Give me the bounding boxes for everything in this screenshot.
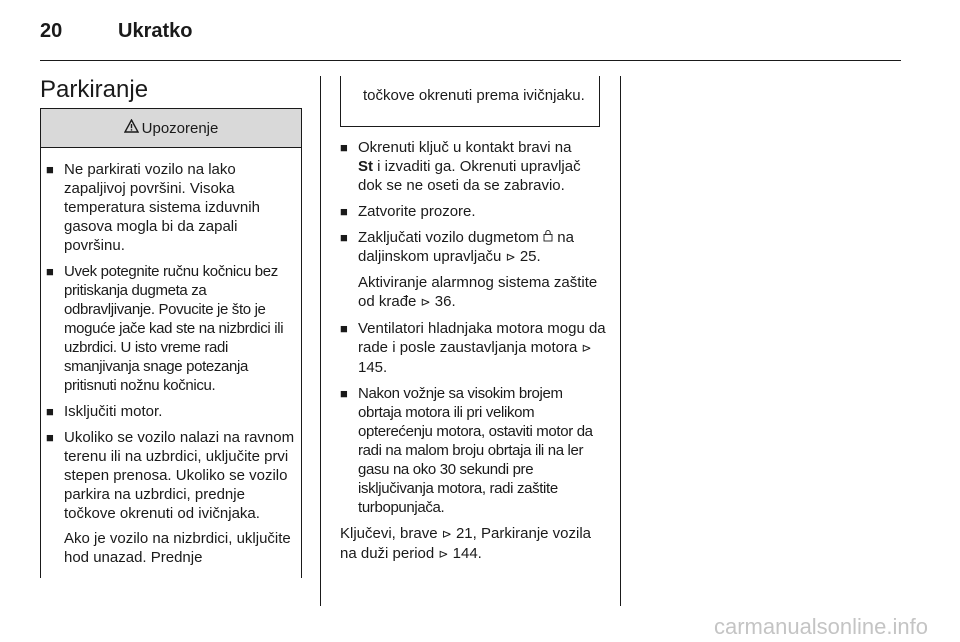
reference-arrow-icon: ⊳ bbox=[441, 527, 452, 541]
page-number: 20 bbox=[40, 20, 63, 42]
page-reference: 21 bbox=[455, 525, 473, 542]
text-run: na daljinskom upravljaču bbox=[358, 229, 574, 265]
text-run: Okrenuti ključ u kontakt bravi na bbox=[358, 139, 572, 156]
bullet-marker: ■ bbox=[46, 162, 54, 177]
bullet-marker: ■ bbox=[46, 430, 54, 445]
column-divider-left bbox=[320, 76, 321, 606]
page-reference: 25. bbox=[519, 248, 541, 265]
list-item-text: Nakon vožnje sa visokim brojem obrtaja motora ili pri velikom opterećenju motora, ostaviti motor da radi na malom broju obrtaja ili na ler gasu na oko 30 sekundi pre isključivanja motora, radi zaštite turbopunjača. bbox=[358, 385, 593, 516]
column-divider-right bbox=[620, 76, 621, 606]
lock-icon bbox=[543, 229, 553, 246]
list-item bbox=[340, 384, 606, 517]
sub-paragraph bbox=[358, 273, 606, 312]
list-item bbox=[340, 202, 606, 221]
text-run: Ventilatori hladnjaka motora mogu da rade i posle zaustavljanja motora bbox=[358, 320, 606, 356]
chapter-title: Ukratko bbox=[118, 20, 193, 42]
list-item-text bbox=[358, 138, 606, 195]
warning-triangle-icon bbox=[124, 119, 139, 137]
list-item-text bbox=[358, 228, 606, 267]
list-item bbox=[46, 262, 298, 395]
bullet-marker: ■ bbox=[340, 204, 348, 219]
list-item-text: Ukoliko se vozilo nalazi na ravnom terenu ili na uzbrdici, uključite prvi stepen prenosa. Ukoliko se vozilo parkira na uzbrdici, prednje točkove okrenuti od ivičnjaka. bbox=[64, 429, 295, 522]
text-run: Zaključati vozilo dugmetom bbox=[358, 229, 544, 246]
warning-continuation-text: točkove okrenuti prema ivičnjaku. bbox=[363, 87, 585, 104]
list-item bbox=[46, 160, 298, 255]
warning-box bbox=[40, 108, 302, 578]
warning-body bbox=[46, 160, 298, 574]
list-item bbox=[340, 138, 606, 195]
ignition-position-st: St bbox=[358, 158, 373, 175]
list-item bbox=[340, 319, 606, 377]
reference-arrow-icon: ⊳ bbox=[438, 547, 449, 561]
list-item-text: Uvek potegnite ručnu kočnicu bez pritiskanja dugmeta za odbravljivanje. Povucite je što je moguće jače kad ste na nizbrdici ili uzbrdici. U isto vreme radi smanjivanja snage potezanja pritisnuti nožnu kočnicu. bbox=[64, 263, 284, 394]
list-item-text: Ne parkirati vozilo na lako zapaljivoj površini. Visoka temperatura sistema izduvnih gasova mogla bi da zapali površinu. bbox=[64, 161, 260, 254]
list-item-text bbox=[358, 319, 606, 377]
procedure-column bbox=[340, 138, 606, 564]
watermark-text: carmanualsonline.info bbox=[713, 614, 928, 639]
warning-sub-paragraph: Ako je vozilo na nizbrdici, uključite hod unazad. Prednje bbox=[64, 530, 291, 566]
list-item bbox=[46, 428, 298, 523]
list-item bbox=[340, 228, 606, 267]
cross-reference-paragraph bbox=[340, 524, 606, 564]
reference-arrow-icon: ⊳ bbox=[581, 341, 592, 355]
list-item-text: Isključiti motor. bbox=[64, 403, 163, 420]
warning-header bbox=[41, 108, 301, 148]
warning-box-continuation bbox=[340, 76, 600, 127]
bullet-marker: ■ bbox=[340, 386, 348, 401]
bullet-marker: ■ bbox=[46, 264, 54, 279]
page-reference: 145. bbox=[358, 359, 388, 376]
page-reference: 36. bbox=[434, 293, 456, 310]
bullet-marker: ■ bbox=[340, 321, 348, 336]
reference-arrow-icon: ⊳ bbox=[420, 295, 431, 309]
text-run: Ključevi, brave bbox=[340, 525, 442, 542]
text-run: i izvaditi ga. Okrenuti upravljač dok se ne oseti da se zabravio. bbox=[358, 158, 581, 194]
bullet-marker: ■ bbox=[46, 404, 54, 419]
bullet-marker: ■ bbox=[340, 140, 348, 155]
section-title: Parkiranje bbox=[40, 76, 149, 103]
list-item bbox=[46, 402, 298, 421]
text-run: Aktiviranje alarmnog sistema zaštite od krađe bbox=[358, 274, 598, 310]
warning-title: Upozorenje bbox=[141, 119, 219, 137]
reference-arrow-icon: ⊳ bbox=[505, 250, 516, 264]
header-divider bbox=[40, 60, 901, 61]
bullet-marker: ■ bbox=[340, 230, 348, 245]
list-item-text: Zatvorite prozore. bbox=[358, 203, 476, 220]
page-reference: 144. bbox=[452, 545, 482, 562]
text-run: , Parkiranje vozila na duži period bbox=[340, 525, 592, 562]
